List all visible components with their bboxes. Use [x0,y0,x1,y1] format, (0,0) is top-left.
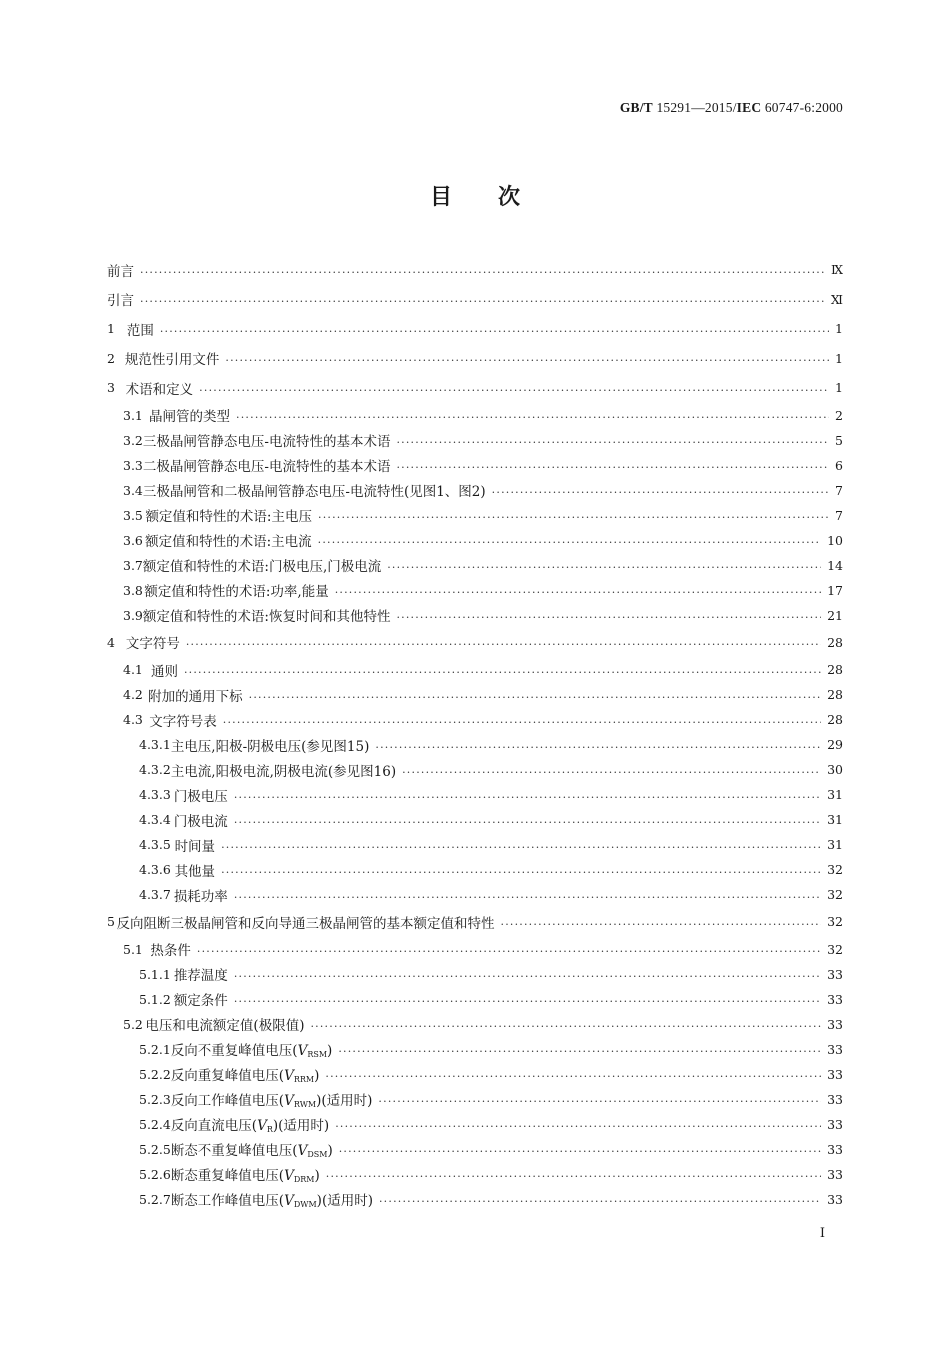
toc-entry-text: 额定条件 [173,993,228,1009]
toc-entry[interactable] [107,782,843,807]
toc-entry-title [149,710,217,730]
symbol-subscript: RRM [293,1075,315,1084]
dot-leader [318,509,829,523]
toc-entry-page: 28 [827,662,843,677]
toc-entry-number: 5.2.3 [139,1091,171,1107]
toc-entry-suffix: )(适用时) [316,1093,373,1109]
toc-entry[interactable] [107,1012,843,1037]
toc-entry[interactable] [107,578,843,603]
toc-entry-text: 时间量 [174,838,216,855]
toc-entry-title [149,405,230,425]
toc-entry[interactable] [107,403,843,428]
toc-entry-number: 4.3.6 [139,862,171,877]
toc-entry-suffix: ) [327,1143,333,1159]
dot-leader [234,889,821,903]
toc-entry-page: 33 [827,966,843,982]
toc-entry[interactable] [107,255,843,285]
toc-entry-text: 反向直流电压( [170,1118,258,1134]
toc-entry-title [171,1139,333,1159]
toc-entry-title [145,1014,304,1034]
toc-entry-page: 33 [827,1066,843,1082]
toc-entry-text: 二极晶闸管静态电压-电流特性的基本术语 [142,459,391,475]
toc-entry[interactable] [107,937,843,962]
toc-entry-page: 1 [835,380,843,396]
toc-entry-suffix: )(适用时) [316,1193,373,1209]
toc-entry-text: 文字符号表 [149,713,217,730]
toc-entry-number: 3.4 [123,482,143,498]
dot-leader [396,609,821,623]
toc-entry-title [126,632,180,652]
dot-leader [140,293,825,307]
toc-entry-page: 31 [827,837,843,852]
toc-entry-text: 其他量 [174,863,216,880]
toc-entry-title [143,430,391,450]
toc-entry-page: 32 [827,862,843,877]
toc-entry-page: 28 [827,634,843,650]
dot-leader [396,459,829,473]
dot-leader [236,409,829,423]
toc-entry[interactable] [107,1037,843,1062]
toc-entry-page: 10 [827,532,843,548]
toc-entry-text: 热条件 [150,943,191,959]
toc-entry-text: 电压和电流额定值(极限值) [145,1018,305,1034]
toc-entry[interactable] [107,628,843,658]
toc-entry-title [171,1089,373,1109]
dot-leader [160,323,829,337]
toc-entry-number: 3.5 [123,507,143,523]
toc-entry[interactable] [107,373,843,403]
toc-entry-text: 引言 [107,293,134,310]
toc-entry-text: 反向重复峰值电压( [170,1068,285,1084]
toc-entry-text: 三极晶闸管静态电压-电流特性的基本术语 [142,434,391,450]
toc-entry[interactable] [107,882,843,907]
toc-entry-number: 5.1.2 [139,991,171,1007]
toc-entry[interactable] [107,1112,843,1137]
dot-leader [501,916,822,930]
symbol: V [297,1043,308,1059]
dot-leader [186,636,821,650]
table-of-contents [107,255,843,1212]
toc-entry-title [175,860,216,880]
toc-entry-title [171,1164,320,1184]
toc-entry-number: 1 [107,321,115,337]
dot-leader [234,993,821,1007]
toc-entry-title [126,378,194,398]
dot-leader [197,943,821,957]
toc-entry[interactable] [107,553,843,578]
toc-entry-page: 33 [827,991,843,1007]
toc-entry-title [151,660,178,680]
toc-entry-number: 5.1 [123,941,143,957]
toc-entry-title [145,530,312,550]
toc-entry-title [174,989,228,1009]
dot-leader [387,559,821,573]
toc-entry-title [145,505,312,525]
dot-leader [325,1068,821,1082]
symbol-subscript: R [266,1125,273,1134]
toc-entry-page: 32 [827,941,843,957]
toc-entry-page: 2 [835,407,843,423]
toc-entry-title [174,964,228,984]
toc-entry-page: 32 [827,887,843,902]
toc-entry[interactable] [107,1087,843,1112]
toc-entry-number: 4.3.4 [139,812,171,827]
toc-entry-title [171,1039,333,1059]
toc-entry-number: 5.2.1 [139,1041,171,1057]
toc-entry-number: 2 [107,350,115,366]
toc-entry-number: 5.2.5 [139,1141,171,1157]
toc-entry[interactable] [107,453,843,478]
toc-entry[interactable] [107,832,843,857]
toc-entry-page: 31 [827,812,843,827]
toc-entry-suffix: ) [314,1168,320,1184]
toc-entry-number: 3.3 [123,457,143,473]
toc-entry-number: 4.3.2 [139,762,171,777]
dot-leader [338,1043,821,1057]
toc-entry-page: 28 [827,712,843,727]
toc-entry-number: 4.3.1 [139,737,171,752]
toc-entry-number: 3.1 [123,407,143,423]
toc-entry-page: 33 [827,1016,843,1032]
symbol: V [257,1118,267,1134]
toc-entry-text: 主电压,阳极-阴极电压(参见图15) [170,738,370,755]
toc-entry-number: 5.2.4 [139,1116,171,1132]
toc-entry-text: 额定值和特性的术语:门极电压,门极电流 [142,559,382,575]
toc-entry-page: 7 [835,482,843,498]
toc-entry-title [117,912,495,932]
toc-entry-suffix: ) [327,1043,333,1059]
dot-leader [318,534,821,548]
toc-entry[interactable] [107,857,843,882]
toc-entry-title [125,348,220,368]
symbol-subscript: DSM [307,1150,328,1159]
dot-leader [234,968,821,982]
toc-entry-page: 1 [835,321,843,337]
symbol: V [284,1168,294,1184]
toc-entry-title [175,835,216,855]
toc-entry-page: Ⅺ [830,291,843,307]
toc-entry-text: 术语和定义 [125,381,194,398]
toc-entry-suffix: ) [314,1068,320,1084]
toc-entry-text: 门极电流 [173,813,228,830]
toc-entry-number: 5.1.1 [139,966,171,982]
toc-entry-page: 7 [835,507,843,523]
symbol: V [297,1143,308,1159]
toc-entry-number: 4.2 [123,687,143,702]
toc-entry-title [107,289,134,309]
toc-entry-number: 5.2.2 [139,1066,171,1082]
toc-entry-text: 三极晶闸管和二极晶闸管静态电压-电流特性(见图1、图2) [142,484,486,500]
toc-entry-page: 17 [827,582,843,598]
toc-entry[interactable] [107,428,843,453]
toc-entry-title [171,735,370,755]
toc-entry[interactable] [107,987,843,1012]
toc-entry-number: 4.3.7 [139,887,171,902]
toc-entry-title [107,260,134,280]
toc-entry[interactable] [107,682,843,707]
toc-entry[interactable] [107,732,843,757]
toc-entry-text: 断态重复峰值电压( [170,1168,285,1184]
toc-entry[interactable] [107,707,843,732]
dot-leader [249,689,821,703]
toc-entry-page: 33 [827,1141,843,1157]
toc-entry[interactable] [107,344,843,374]
iec-number: 60747-6:2000 [764,100,843,115]
toc-entry[interactable] [107,1062,843,1087]
toc-entry-page: 6 [835,457,843,473]
toc-entry-text: 范围 [126,322,154,339]
toc-entry[interactable] [107,757,843,782]
dot-leader [335,584,821,598]
page-title: 目次 [429,184,566,210]
symbol: V [284,1068,294,1084]
dot-leader [310,1018,821,1032]
toc-entry-page: 33 [827,1041,843,1057]
toc-entry-page: 21 [827,607,843,623]
toc-entry-title [171,1064,320,1084]
page-number: Ⅰ [819,1226,825,1241]
dot-leader [234,814,821,828]
toc-entry-title [143,605,391,625]
dot-leader [379,1193,821,1207]
toc-entry-text: 反向不重复峰值电压( [170,1043,298,1059]
dot-leader [396,434,829,448]
iec-prefix: IEC [736,100,762,115]
toc-entry-text: 断态工作峰值电压( [170,1193,285,1209]
toc-entry-page: 28 [827,687,843,702]
toc-entry-text: 主电流,阳极电流,阴极电流(参见图16) [170,763,397,780]
dot-leader [199,382,829,396]
toc-entry-page: 1 [835,350,843,366]
symbol-subscript: RWM [293,1100,317,1109]
dot-leader [339,1143,821,1157]
dot-leader [221,864,821,878]
symbol: V [284,1193,294,1209]
dot-leader [184,664,821,678]
toc-entry-page: Ⅸ [830,262,843,278]
symbol-subscript: RSM [307,1050,328,1059]
toc-entry-title [143,455,391,475]
toc-entry-number: 5.2.6 [139,1166,171,1182]
toc-entry-text: 额定值和特性的术语:主电压 [145,509,312,525]
toc-entry-number: 4.1 [123,662,143,677]
toc-entry-text: 规范性引用文件 [124,352,220,369]
toc-entry-text: 门极电压 [173,788,228,805]
toc-entry-title [143,555,381,575]
toc-entry-number: 3.9 [123,607,143,623]
toc-entry-page: 33 [827,1166,843,1182]
toc-entry-title [171,760,396,780]
toc-entry-number: 3.2 [123,432,143,448]
toc-entry[interactable] [107,907,843,937]
toc-entry-text: 前言 [107,263,134,280]
toc-entry-title [150,939,191,959]
toc-entry[interactable] [107,314,843,344]
toc-entry-title [148,685,243,705]
toc-entry-title [143,480,486,500]
toc-entry-number: 5 [107,914,115,930]
toc-entry-number: 5.2.7 [139,1191,171,1207]
toc-entry-title [174,810,228,830]
toc-entry-page: 33 [827,1091,843,1107]
toc-entry[interactable] [107,1187,843,1212]
toc-entry[interactable] [107,503,843,528]
toc-entry[interactable] [107,657,843,682]
dot-leader [225,352,829,366]
dot-leader [335,1118,821,1132]
toc-entry[interactable] [107,962,843,987]
dot-leader [378,1093,821,1107]
toc-entry-number: 3 [107,380,115,396]
toc-entry-text: 额定值和特性的术语:恢复时间和其他特性 [142,609,391,625]
toc-entry-text: 晶闸管的类型 [149,409,231,425]
dot-leader [326,1168,821,1182]
toc-entry[interactable] [107,478,843,503]
toc-entry-text: 损耗功率 [173,888,228,905]
symbol-subscript: DWM [293,1200,317,1209]
toc-entry-text: 文字符号 [125,636,180,653]
toc-entry-page: 32 [827,914,843,930]
toc-entry-text: 推荐温度 [173,968,228,984]
toc-entry-text: 通则 [150,663,178,680]
toc-entry-page: 14 [827,557,843,573]
toc-entry-text: 额定值和特性的术语:主电流 [145,534,312,550]
dot-leader [140,264,825,278]
toc-entry-title [127,319,154,339]
toc-entry-title [144,580,328,600]
toc-entry-page: 30 [827,762,843,777]
dot-leader [234,789,821,803]
toc-entry-number: 3.8 [123,582,143,598]
toc-entry[interactable] [107,1137,843,1162]
toc-entry-page: 31 [827,787,843,802]
toc-entry-suffix: )(适用时) [272,1118,330,1134]
toc-entry-number: 3.6 [123,532,143,548]
toc-entry-text: 断态不重复峰值电压( [170,1143,298,1159]
toc-entry-title [174,885,228,905]
toc-entry-number: 4.3 [123,712,143,727]
toc-entry-text: 额定值和特性的术语:功率,能量 [144,584,329,600]
toc-entry-number: 4.3.3 [139,787,171,802]
toc-entry-number: 3.7 [123,557,143,573]
toc-entry[interactable] [107,1162,843,1187]
toc-entry-title [174,785,228,805]
toc-entry[interactable] [107,285,843,315]
toc-entry-text: 反向工作峰值电压( [170,1093,285,1109]
symbol: V [284,1093,294,1109]
standard-prefix: GB/T [619,100,653,115]
dot-leader [223,714,821,728]
document-header [620,100,843,116]
toc-entry-page: 33 [827,1116,843,1132]
toc-entry-text: 反向阻断三极晶闸管和反向导通三极晶闸管的基本额定值和特性 [116,915,495,932]
standard-number: 15291—2015/ [656,100,737,115]
toc-entry-text: 附加的通用下标 [148,688,243,705]
toc-entry[interactable] [107,807,843,832]
toc-entry-number: 4.3.5 [139,837,171,852]
toc-entry-page: 33 [827,1191,843,1207]
toc-entry[interactable] [107,528,843,553]
dot-leader [402,764,821,778]
toc-entry-title [171,1114,329,1134]
symbol-subscript: DRM [293,1175,315,1184]
dot-leader [375,739,821,753]
toc-entry-page: 5 [835,432,843,448]
toc-entry-page: 29 [827,737,843,752]
dot-leader [221,839,821,853]
toc-entry-title [171,1189,373,1209]
toc-entry-number: 4 [107,634,115,650]
dot-leader [492,484,829,498]
toc-entry[interactable] [107,603,843,628]
toc-entry-number: 5.2 [123,1016,143,1032]
